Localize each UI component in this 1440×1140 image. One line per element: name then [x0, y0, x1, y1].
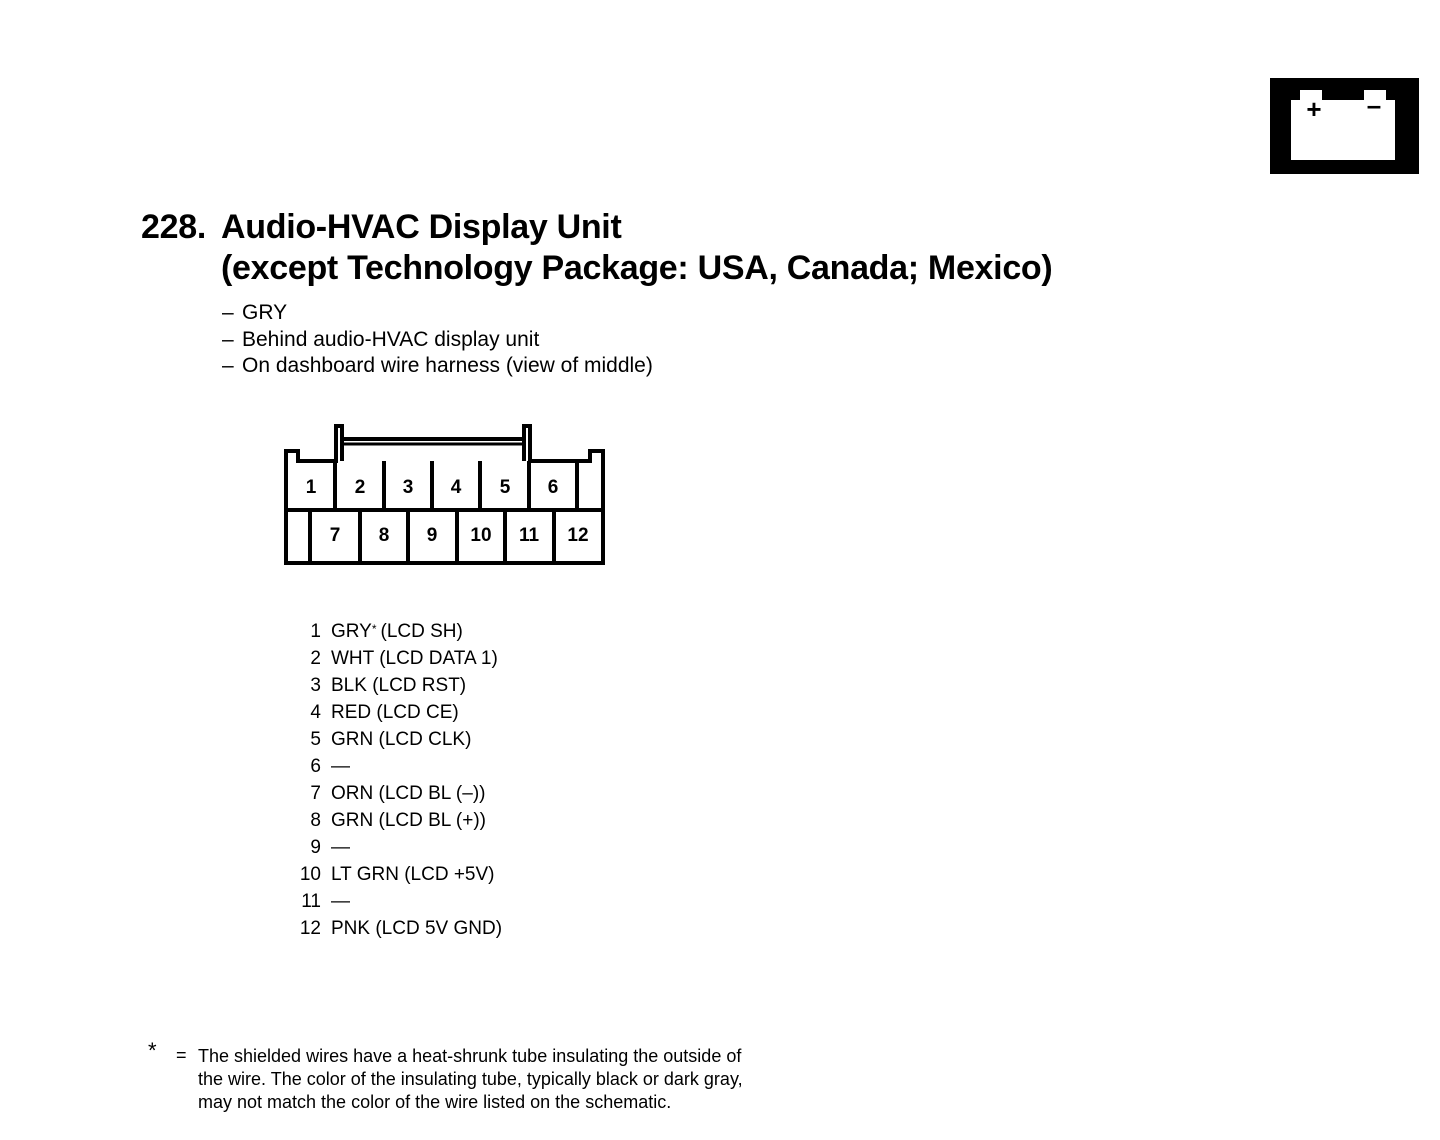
- pin-assignment-list: [290, 618, 502, 942]
- pin-number: 12: [299, 918, 321, 939]
- pin-description: WHT (LCD DATA 1): [331, 648, 498, 669]
- pin-description: BLK (LCD RST): [331, 675, 467, 696]
- battery-plus-sign: +: [1306, 94, 1322, 124]
- pin-number: 4: [310, 702, 321, 723]
- pin-row: [290, 726, 502, 753]
- connector-info-list: [222, 300, 653, 380]
- pin-row: [290, 807, 502, 834]
- info-item-harness: – On dashboard wire harness (view of middle): [222, 354, 653, 377]
- connector-pin-2: 2: [354, 477, 366, 498]
- connector-pin-4: 4: [450, 477, 462, 498]
- connector-pin-5: 5: [499, 477, 511, 498]
- pin-number: 7: [310, 783, 321, 804]
- shielded-asterisk: *: [371, 622, 377, 636]
- connector-pin-7: 7: [329, 525, 341, 546]
- pin-description: LT GRN (LCD +5V): [331, 864, 495, 885]
- connector-pin-8: 8: [378, 525, 390, 546]
- pin-description: GRY: [331, 621, 372, 642]
- connector-pin-3: 3: [402, 477, 414, 498]
- connector-pin-11: 11: [518, 525, 540, 546]
- pin-description: —: [331, 891, 350, 912]
- pin-number: 9: [310, 837, 321, 858]
- battery-icon: [1270, 78, 1419, 174]
- page-subtitle: (except Technology Package: USA, Canada; Mexico): [221, 249, 1053, 287]
- pin-description: PNK (LCD 5V GND): [331, 918, 503, 939]
- pin-description: ORN (LCD BL (–)): [331, 783, 486, 804]
- pin-number: 6: [310, 756, 321, 777]
- pin-number: 11: [301, 891, 321, 912]
- pin-description: GRN (LCD CLK): [331, 729, 472, 750]
- footnote-text: The shielded wires have a heat-shrunk tube insulating the outside of the wire. The color of the insulating tube, typically black or dark gray, may not match the color of the wire listed on the schematic.: [198, 1046, 743, 1112]
- pin-row: [290, 618, 502, 645]
- pin-row: [290, 699, 502, 726]
- connector-pin-6: 6: [547, 477, 559, 498]
- pin-description: RED (LCD CE): [331, 702, 459, 723]
- pin-row: [290, 780, 502, 807]
- info-item-location: – Behind audio-HVAC display unit: [222, 327, 540, 351]
- pin-number: 1: [310, 621, 321, 642]
- footnote-asterisk: *: [148, 1038, 157, 1063]
- connector-pin-1: 1: [305, 477, 317, 498]
- pin-number: 10: [299, 864, 321, 885]
- pin-number: 2: [310, 648, 321, 669]
- page-title: Audio-HVAC Display Unit: [221, 208, 622, 246]
- info-item-color: – GRY: [222, 301, 288, 324]
- pin-description: —: [331, 756, 350, 777]
- pin-row: [290, 888, 502, 915]
- footnote-equals: =: [176, 1045, 187, 1065]
- pin-row: [290, 915, 502, 942]
- pin-row: [290, 753, 502, 780]
- pin-row: [290, 861, 502, 888]
- pin-detail: (LCD SH): [380, 621, 463, 642]
- pin-description: GRN (LCD BL (+)): [331, 810, 487, 831]
- pin-row: [290, 672, 502, 699]
- pin-number: 5: [310, 729, 321, 750]
- connector-diagram: [280, 420, 610, 566]
- pin-row: [290, 834, 502, 861]
- connector-pin-10: 10: [470, 525, 492, 546]
- battery-minus-sign: –: [1366, 90, 1382, 120]
- pin-number: 3: [310, 675, 321, 696]
- pin-description: —: [331, 837, 350, 858]
- pin-row: [290, 645, 502, 672]
- connector-pin-12: 12: [567, 525, 589, 546]
- section-number: 228.: [141, 208, 206, 246]
- pin-number: 8: [310, 810, 321, 831]
- connector-pin-9: 9: [426, 525, 438, 546]
